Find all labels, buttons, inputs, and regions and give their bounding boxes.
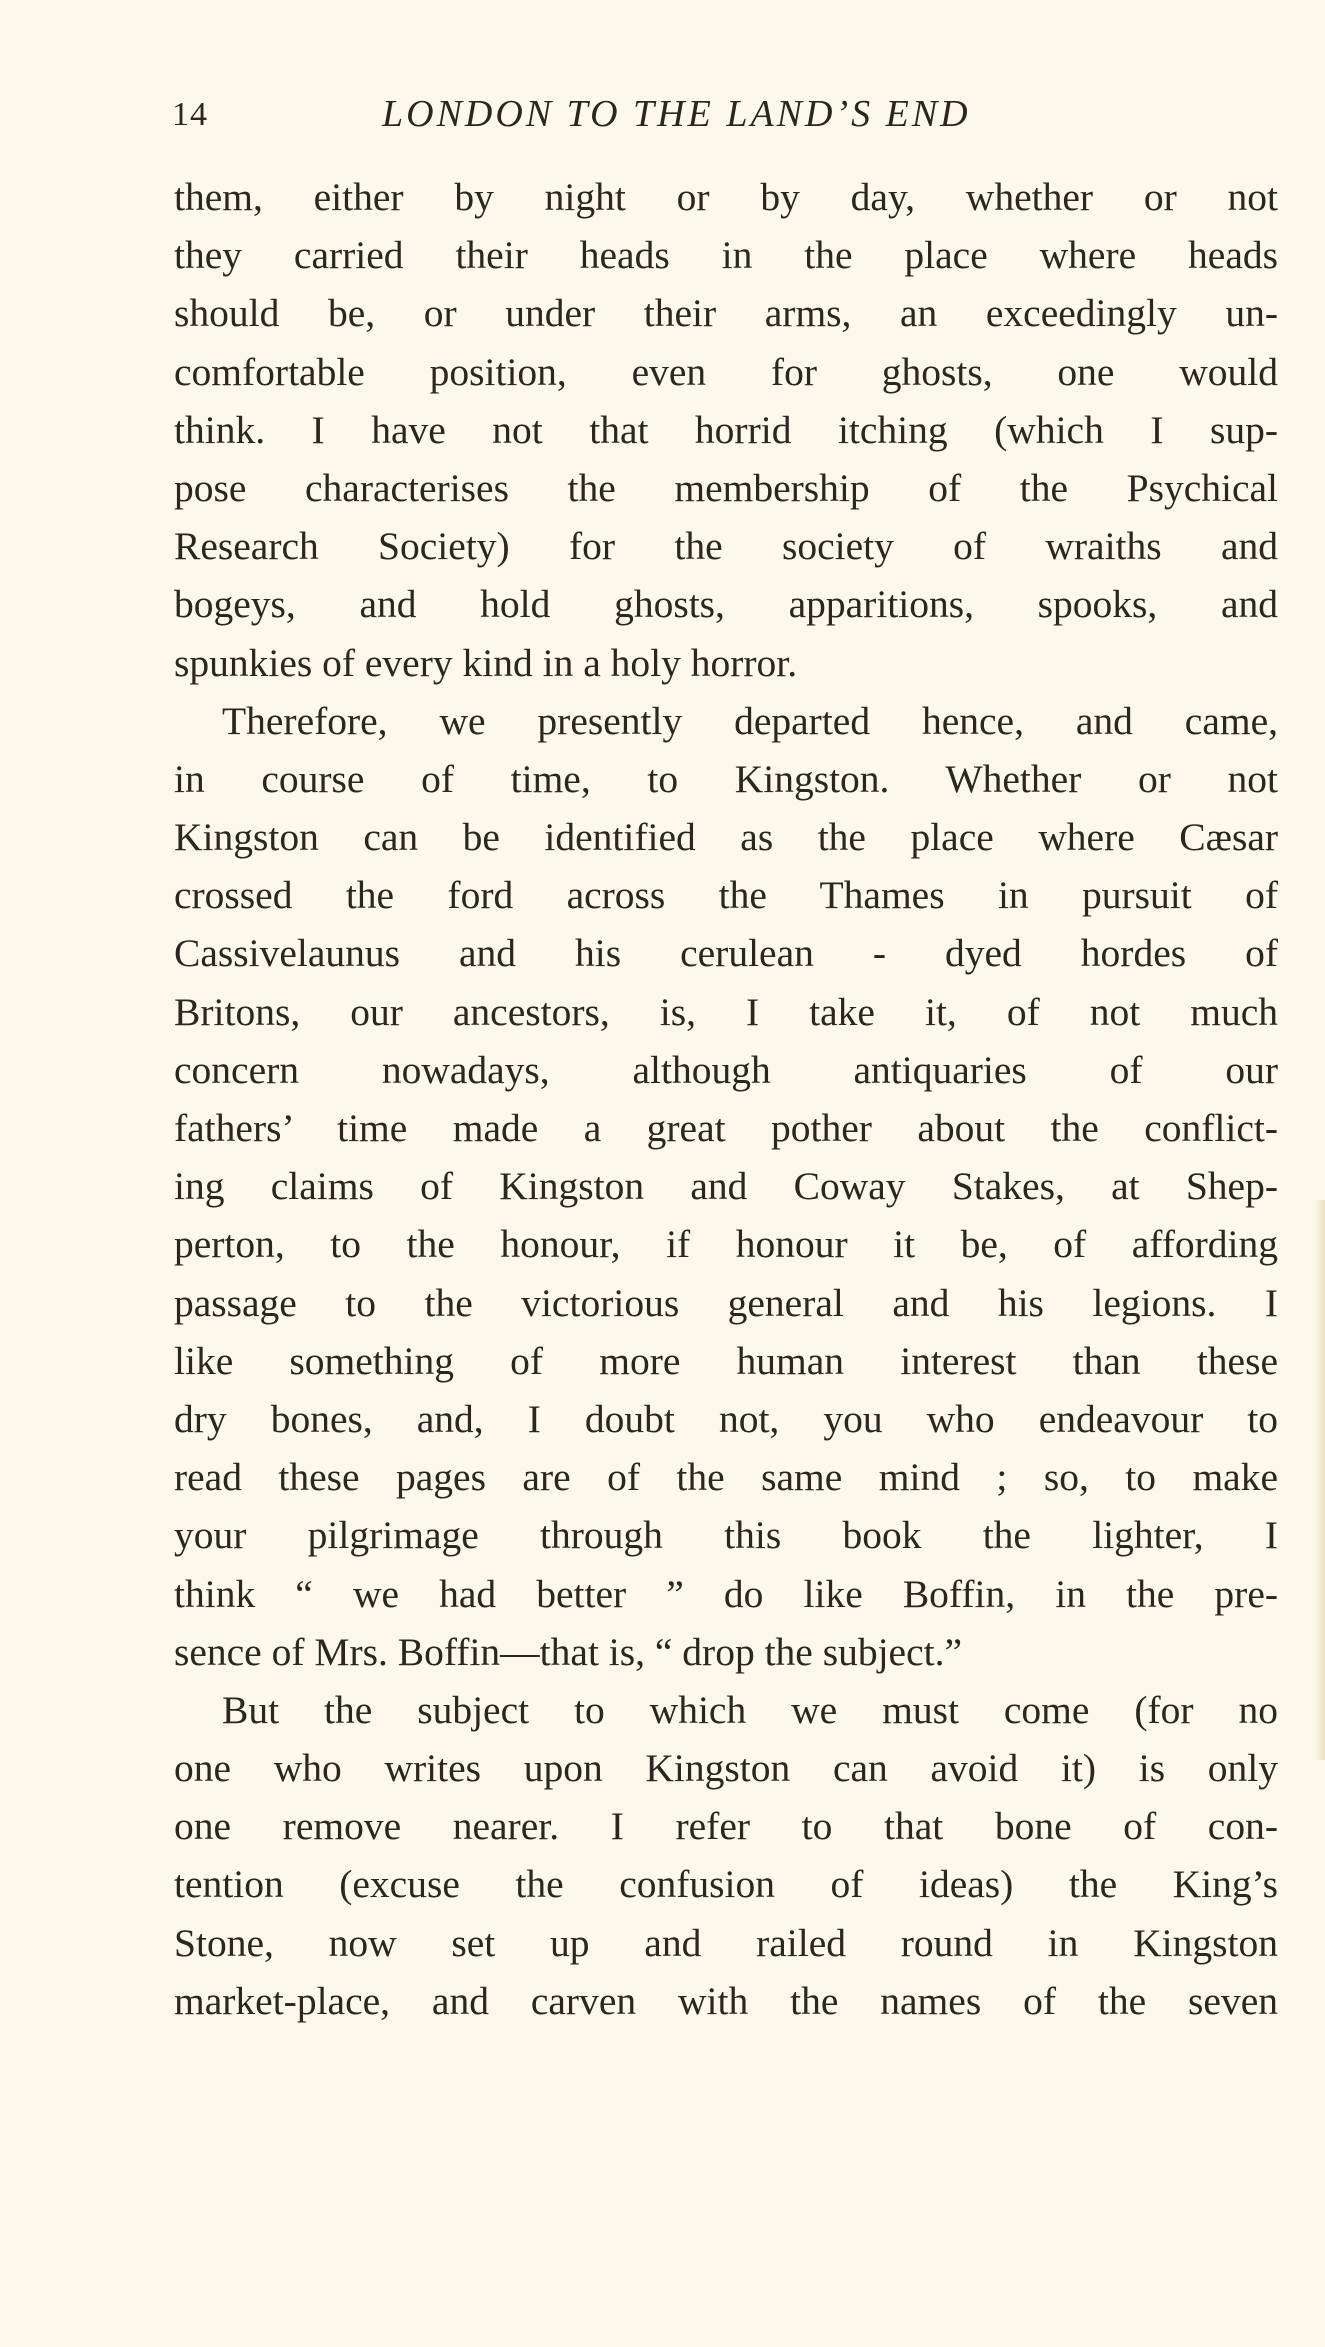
text-line: crossed the ford across the Thames in pursuit of <box>174 873 1278 918</box>
text-line: Stone, now set up and railed round in Kingston <box>174 1920 1278 1965</box>
text-line: sence of Mrs. Boffin—that is, “ drop the subject.” <box>174 1629 962 1674</box>
text-line: ing claims of Kingston and Coway Stakes, at Shep- <box>174 1164 1278 1209</box>
text-line: like something of more human interest than these <box>174 1338 1278 1383</box>
text-line: them, either by night or by day, whether or not <box>174 175 1278 219</box>
text-line: bogeys, and hold ghosts, apparitions, spooks, and <box>174 582 1278 627</box>
text-line: passage to the victorious general and his legions. I <box>174 1280 1278 1325</box>
text-line: Research Society) for the society of wraiths and <box>174 524 1278 569</box>
text-line: in course of time, to Kingston. Whether or not <box>174 756 1278 801</box>
text-line: But the subject to which we must come (for no <box>222 1687 1278 1732</box>
body-text <box>174 168 1278 2030</box>
text-line: fathers’ time made a great pother about the conflict- <box>174 1106 1278 1150</box>
text-line: should be, or under their arms, an exceedingly un- <box>174 291 1278 336</box>
running-title: LONDON TO THE LAND’S END <box>382 93 971 135</box>
text-line: they carried their heads in the place where heads <box>174 233 1278 278</box>
text-line: pose characterises the membership of the Psychical <box>174 465 1278 510</box>
text-line: think “ we had better ” do like Boffin, in the pre- <box>174 1571 1278 1616</box>
text-line: Therefore, we presently departed hence, and came, <box>222 698 1278 743</box>
page-edge-shadow <box>1315 1200 1325 1760</box>
text-line: Cassivelaunus and his cerulean - dyed hordes of <box>174 931 1278 976</box>
text-line: concern nowadays, although antiquaries of our <box>174 1047 1278 1092</box>
text-line: one who writes upon Kingston can avoid it) is only <box>174 1746 1278 1791</box>
text-line: tention (excuse the confusion of ideas) the King’s <box>174 1862 1278 1907</box>
text-line: comfortable position, even for ghosts, one would <box>174 349 1278 394</box>
text-line: your pilgrimage through this book the lighter, I <box>174 1513 1278 1558</box>
text-line: perton, to the honour, if honour it be, of affording <box>174 1222 1278 1267</box>
text-line: market-place, and carven with the names of the seven <box>174 1978 1278 2023</box>
text-line: think. I have not that horrid itching (which I sup- <box>174 407 1278 452</box>
page-number: 14 <box>172 96 208 133</box>
text-line: Britons, our ancestors, is, I take it, of not much <box>174 989 1278 1034</box>
text-line: spunkies of every kind in a holy horror. <box>174 640 798 685</box>
text-line: read these pages are of the same mind ; so, to make <box>174 1455 1278 1500</box>
text-line: dry bones, and, I doubt not, you who endeavour to <box>174 1396 1278 1441</box>
text-line: Kingston can be identified as the place where Cæsar <box>174 815 1278 860</box>
text-line: one remove nearer. I refer to that bone of con- <box>174 1804 1278 1849</box>
page-header <box>172 92 1282 142</box>
